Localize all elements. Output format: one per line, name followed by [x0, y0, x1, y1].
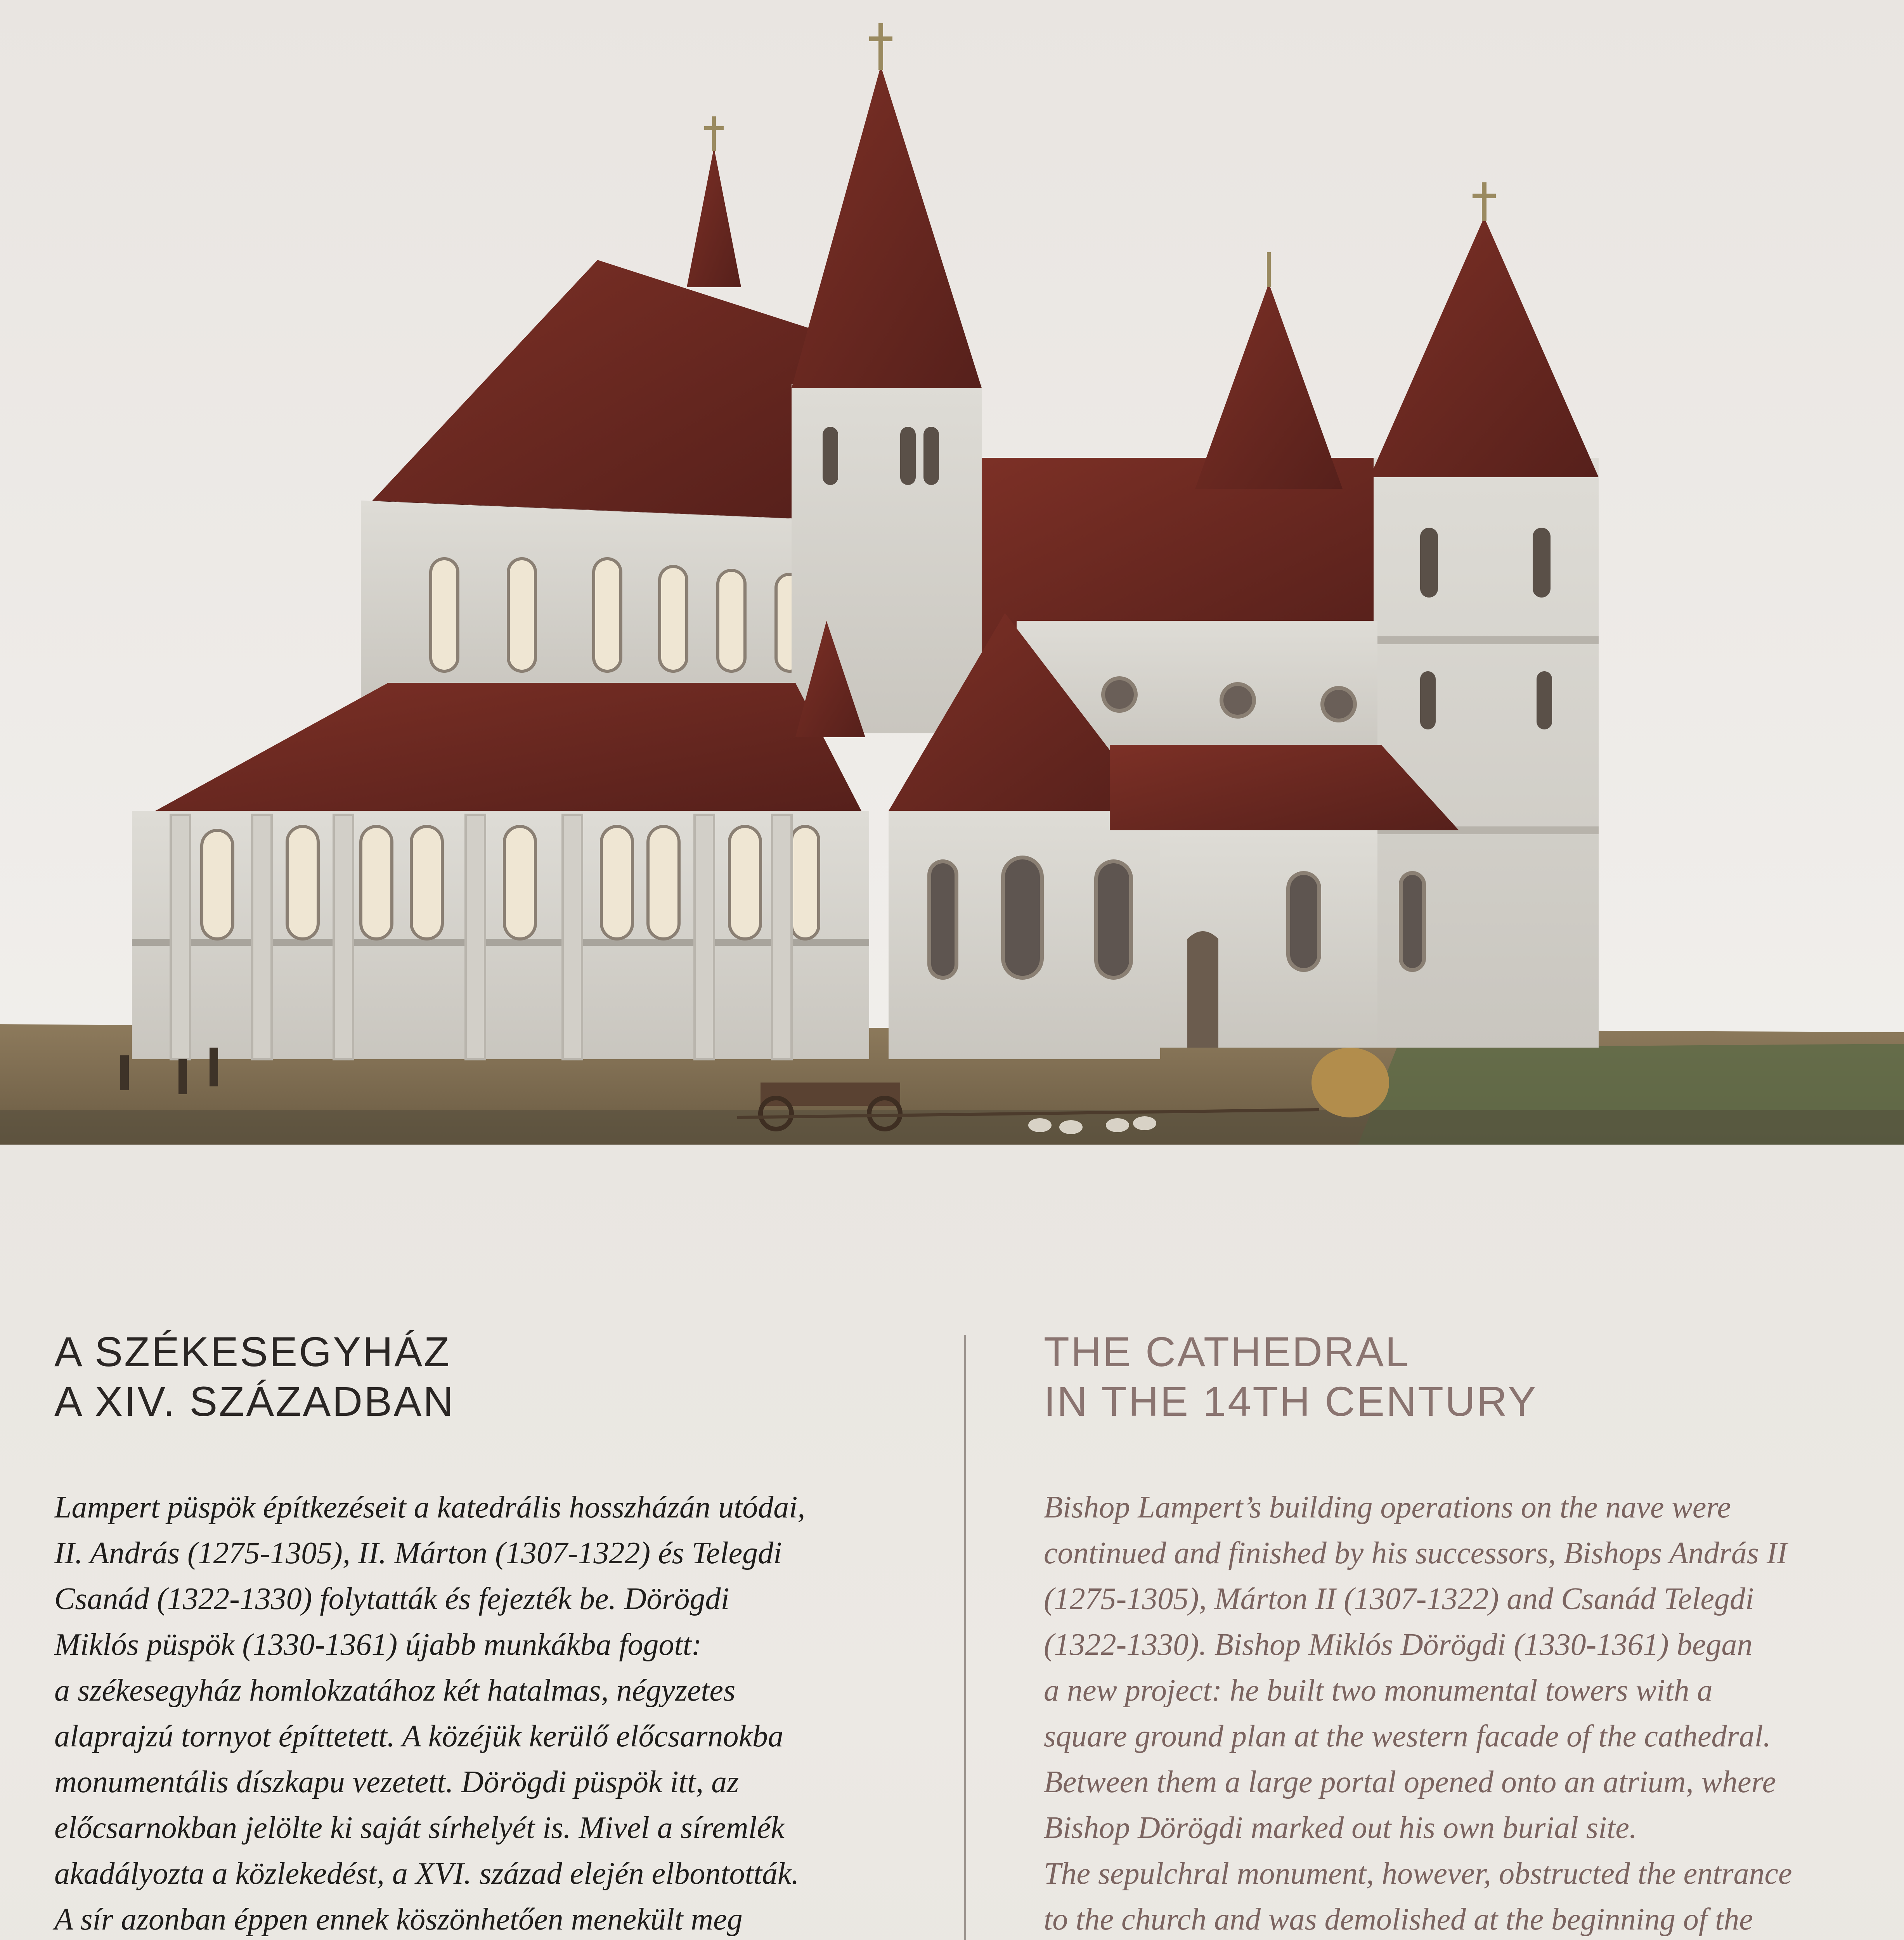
- hungarian-body: Lampert püspök építkezéseit a katedrális hosszházán utódai, II. András (1275-1305), II. Márton (1307-1322) és Telegdi Csanád (1322-1330) folytatták és fejezték be. Dörögdi Miklós püspök (1330-1361) újabb munkákba fogott: a székesegyház homlokzatához két hatalmas, négyzetes alaprajzú tornyot építtetett. A közéjük kerülő előcsarnokba monumentális díszkapu vezetett. Dörögdi püspök itt, az előcsarnokban jelölte ki saját sírhelyét is. Mivel a síremlék akadályozta a közlekedést, a XVI. század elején elbontották. A sír azonban éppen ennek köszönhetően menekült meg: [54, 1490, 806, 1937]
- english-body: Bishop Lampert’s building operations on the nave were continued and finished by his successors, Bishops András II (1275-1305), Márton II (1307-1322) and Csanád Telegdi (1322-1330). Bishop Miklós Dörögdi (1330-1361) began a new project: he built two monumental towers with a square ground plan at the western facade of the cathedral. Between them a large portal opened onto an atrium, where Bishop Dörögdi marked out his own burial site. The sepulchral monument, however, obstructed the entrance to the church and was demolished at the beginning of the: [1044, 1490, 1792, 1937]
- english-column: [1044, 1327, 1890, 1940]
- hungarian-title-line2: A XIV. SZÁZADBAN: [54, 1378, 455, 1425]
- hungarian-title: [54, 1327, 923, 1426]
- column-divider: [964, 1335, 966, 1940]
- hungarian-title-line1: A SZÉKESEGYHÁZ: [54, 1328, 451, 1375]
- english-title-line1: THE CATHEDRAL: [1044, 1328, 1410, 1375]
- english-title: [1044, 1327, 1890, 1426]
- hungarian-column: [54, 1327, 923, 1940]
- english-title-line2: IN THE 14TH CENTURY: [1044, 1378, 1538, 1425]
